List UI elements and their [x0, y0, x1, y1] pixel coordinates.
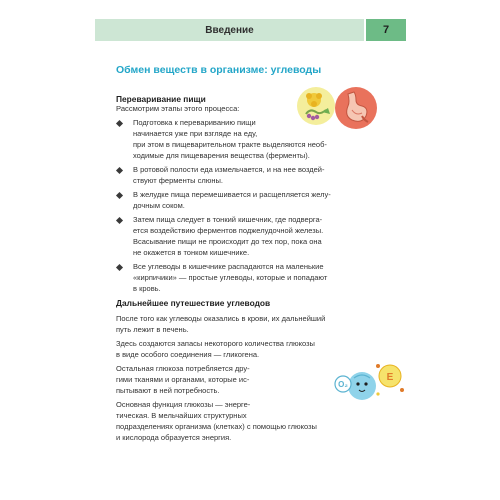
- bullet-item: [116, 214, 384, 258]
- journey-paragraph: Здесь создаются запасы некоторого количества глюкозы в виде особого соединения — гликогена.: [116, 339, 315, 359]
- bullet-marker: [116, 192, 123, 199]
- bullet-text: Затем пища следует в тонкий кишечник, где подверга- ется воздействию ферментов поджелудочной железы. Всасывание пищи не происходит до тех пор, пока она не окажется в тонком кишечнике.: [133, 215, 324, 257]
- stomach-illustration: [334, 86, 378, 130]
- bullet-text: В желудке пища перемешивается и расщепляется желу- дочным соком.: [133, 190, 331, 210]
- food-illustration: [296, 86, 336, 126]
- bullet-text: Все углеводы в кишечнике распадаются на маленькие «кирпичики» — простые углеводы, которые и попадают в кровь.: [133, 262, 328, 293]
- journey-heading: Дальнейшее путешествие углеводов: [116, 298, 271, 308]
- chapter-header: [95, 19, 364, 41]
- journey-paragraph: После того как углеводы оказались в крови, их дальнейший путь лежит в печень.: [116, 314, 326, 334]
- bullet-item: [116, 261, 384, 294]
- section-title: Обмен веществ в организме: углеводы: [116, 64, 322, 76]
- energy-label: E: [386, 372, 394, 383]
- bullet-marker: [116, 264, 123, 271]
- bullet-item: [116, 189, 384, 211]
- digestion-heading: Переваривание пищи: [116, 94, 206, 104]
- journey-paragraph: Остальная глюкоза потребляется дру- гими тканями и органами, которые ис- пытывают в ней потребность.: [116, 364, 250, 395]
- bullet-marker: [116, 217, 123, 224]
- oxygen-label: O₂: [338, 380, 348, 389]
- bullet-item: [116, 164, 384, 186]
- bullet-marker: [116, 167, 123, 174]
- bullet-text: Подготовка к перевариванию пищи начинается уже при взгляде на еду, при этом в пищеварительном тракте выделяются необ- ходимые для пищеварения вещества (ферменты).: [133, 118, 327, 160]
- chapter-title: Введение: [205, 24, 254, 36]
- page-number: 7: [382, 24, 390, 36]
- page-number-box: [366, 19, 406, 41]
- digestion-intro: Рассмотрим этапы этого процесса:: [116, 104, 240, 113]
- digestion-bullet-list: [116, 117, 384, 297]
- bullet-marker: [116, 120, 123, 127]
- journey-paragraph: Основная функция глюкозы — энерге- тическая. В мельчайших структурных подразделениях организма (клетках) с помощью глюкозы и кислорода образуется энергия.: [116, 400, 317, 442]
- bullet-text: В ротовой полости еда измельчается, и на нее воздей- ствуют ферменты слюны.: [133, 165, 325, 185]
- cell-energy-illustration: [332, 354, 408, 412]
